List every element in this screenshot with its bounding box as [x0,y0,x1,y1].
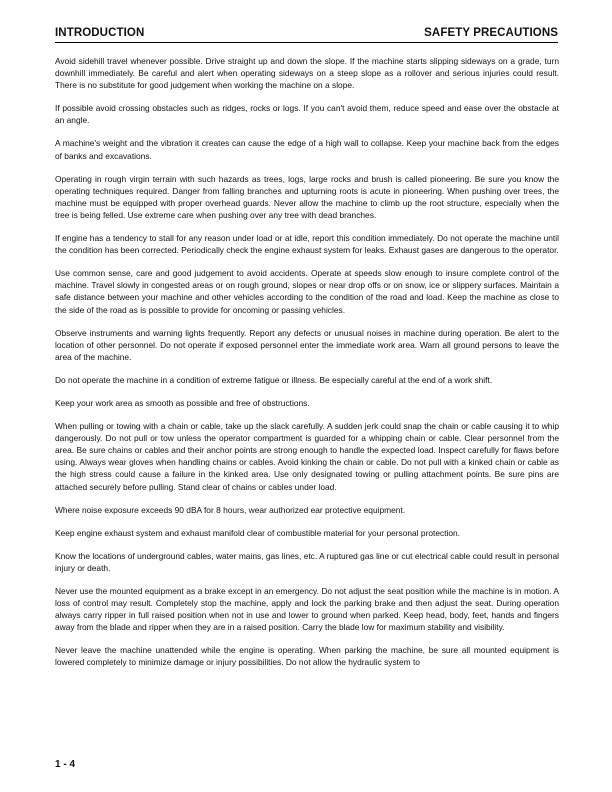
paragraph-brake-seat: Never use the mounted equipment as a brake except in an emergency. Do not adjust the seat position while the machine is in motion. A loss of control may result. Completely stop the machine, apply and lock the parking brake and then adjust the seat. During operation always carry ripper in full raised position when not in use and lower to ground when parked. Keep head, body, feet, hands and fingers away from the blade and ripper when they are in a raised position. Carry the blade low for maximum stability and visibility. [55,586,559,633]
paragraph-exhaust: Keep engine exhaust system and exhaust manifold clear of combustible material for your personal protection. [55,527,461,538]
page-number: 1 - 4 [55,759,76,770]
paragraph-engine-stall: If engine has a tendency to stall for any reason under load or at idle, report this condition immediately. Do not operate the machine until the condition has been corrected. Periodically check the engine exhaust system for leaks. Exhaust gases are dangerous to the operator. [55,233,559,256]
paragraph-obstacles: If possible avoid crossing obstacles such as ridges, rocks or logs. If you can't avoid them, reduce speed and ease over the obstacle at an angle. [55,103,559,126]
paragraph-work-area: Keep your work area as smooth as possible and free of obstructions. [55,397,310,408]
topic-title: SAFETY PRECAUTIONS [424,27,558,39]
paragraph-high-wall: A machine's weight and the vibration it creates can cause the edge of a high wall to collapse. Keep your machine back from the edges of banks and excavations. [55,138,559,161]
paragraph-fatigue: Do not operate the machine in a condition of extreme fatigue or illness. Be especially careful at the end of a work shift. [55,374,493,385]
section-title: INTRODUCTION [55,27,145,39]
paragraph-sidehill-travel: Avoid sidehill travel whenever possible. Drive straight up and down the slope. If the machine starts slipping sideways on a grade, turn downhill immediately. Be careful and alert when operating sideways on a steep slope as a rollover and serious injuries could result. There is no substitute for good judgement when working the machine on a slope. [55,56,559,91]
body-text [55,55,559,755]
page-header [55,26,558,43]
paragraph-towing: When pulling or towing with a chain or cable, take up the slack carefully. A sudden jerk could snap the chain or cable causing it to whip dangerously. Do not pull or tow unless the operator compartment is guarded for a whipping chain or cable. Clear personnel from the area. Be sure chains or cables and their anchor points are strong enough to handle the expected load. Inspect carefully for flaws before using. Always wear gloves when handling chains or cables. Avoid kinking the chain or cable. Do not pull with a kinked chain or cable as the high stress could cause a failure in the kinked area. Use only designated towing or pulling attachment points. Be sure pins are attached securely before pulling. Stand clear of chains or cables under load. [55,421,559,492]
paragraph-noise: Where noise exposure exceeds 90 dBA for 8 hours, wear authorized ear protective equipment. [55,504,406,515]
paragraph-underground-lines: Know the locations of underground cables, water mains, gas lines, etc. A ruptured gas line or cut electrical cable could result in personal injury or death. [55,550,559,573]
paragraph-unattended: Never leave the machine unattended while the engine is operating. When parking the machine, be sure all mounted equipment is lowered completely to minimize damage or injury possibilities. Do not allow the hydraulic system to [55,645,559,668]
paragraph-instruments: Observe instruments and warning lights frequently. Report any defects or unusual noises in machine during operation. Be alert to the location of other personnel. Do not operate if exposed personnel enter the immediate work area. Warn all ground persons to leave the area of the machine. [55,327,559,362]
paragraph-common-sense: Use common sense, care and good judgement to avoid accidents. Operate at speeds slow enough to insure complete control of the machine. Travel slowly in congested areas or on rough ground, slopes or near drop offs or on snow, ice or slippery surfaces. Maintain a safe distance between your machine and other vehicles according to the condition of the road and load. Keep the machine as close to the side of the road as is possible to provide for oncoming or passing vehicles. [55,268,559,315]
paragraph-pioneering: Operating in rough virgin terrain with such hazards as trees, logs, large rocks and brush is called pioneering. Be sure you know the operating techniques required. Danger from falling branches and upturning roots is acute in pioneering. When pushing over trees, the machine must be equipped with proper overhead guards. Never allow the machine to climb up the root structure, especially when the tree is being felled. Use extreme care when pushing over any tree with dead branches. [55,173,559,220]
